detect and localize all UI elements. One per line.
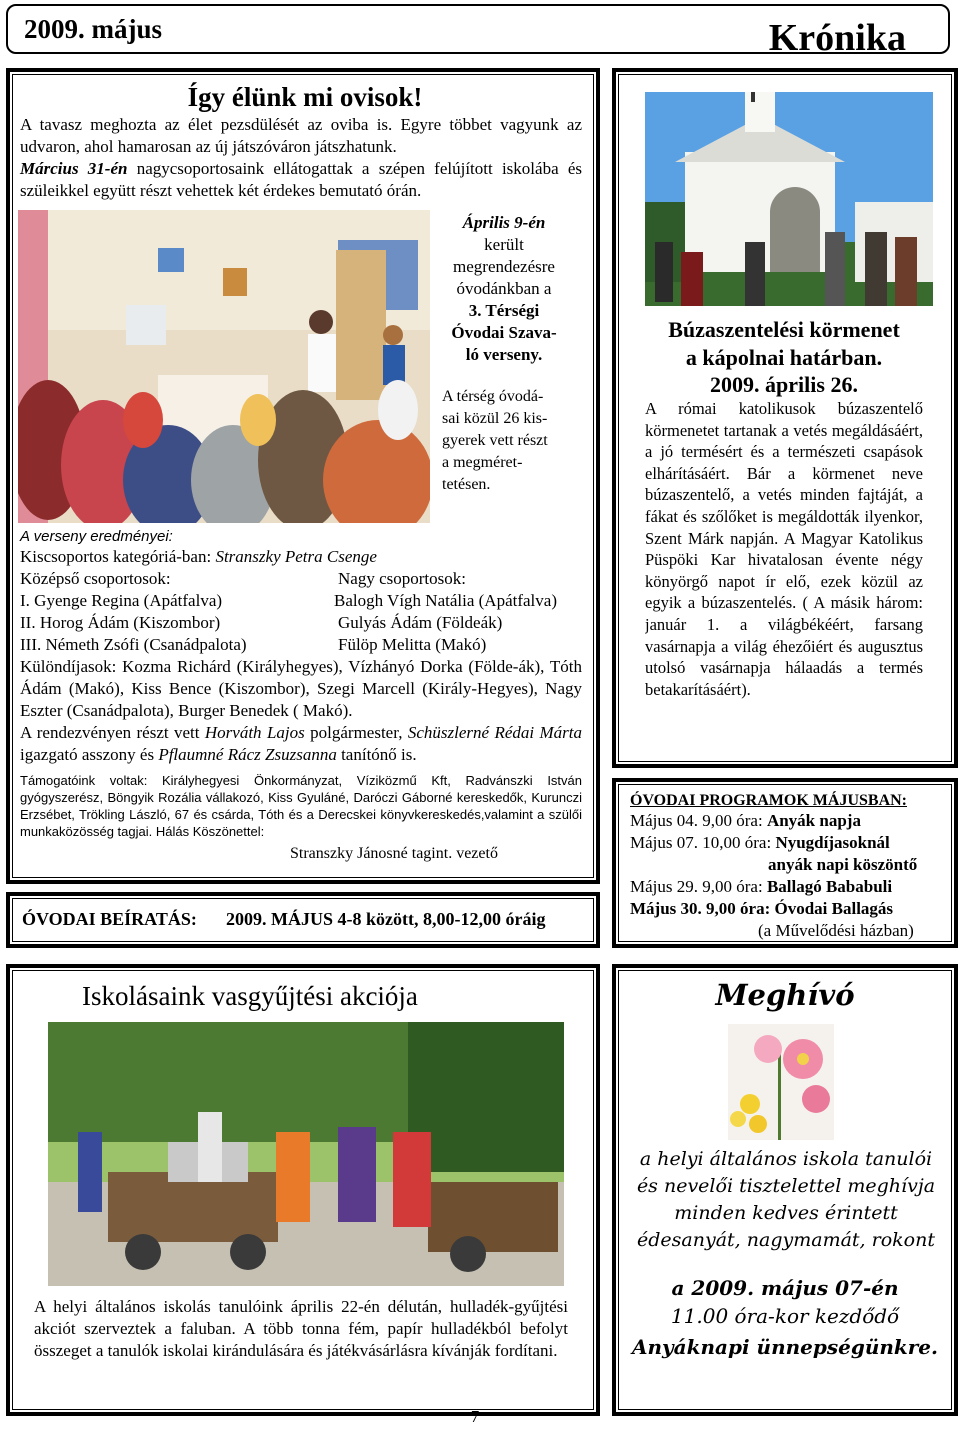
participants-line-5: tetésen. bbox=[442, 476, 491, 493]
guests-c: polgármester, bbox=[304, 723, 408, 742]
scrap-title: Iskolásaink vasgyűjtési akciója bbox=[82, 981, 418, 1011]
participants-line-4: a megméret- bbox=[442, 454, 523, 471]
result-row-2-right: Gulyás Ádám (Földeák) bbox=[338, 613, 503, 632]
programs-title: ÓVODAI PROGRAMOK MÁJUSBAN: bbox=[630, 792, 907, 809]
program-1-name: Anyák napja bbox=[766, 811, 861, 830]
participants-line-1: A térség óvodá- bbox=[442, 388, 544, 405]
participants-line-2: sai közül 26 kis- bbox=[442, 410, 548, 427]
invitation-event: Anyáknapi ünnepségünkre. bbox=[631, 1335, 938, 1359]
result-row-1-right: Balogh Vígh Natália (Apátfalva) bbox=[334, 591, 557, 610]
guests-g: tanítónő is. bbox=[336, 745, 417, 764]
participants-line-3: gyerek vett részt bbox=[442, 432, 548, 449]
program-3 bbox=[630, 876, 892, 898]
ovisok-intro-1: A tavasz meghozta az élet pezsdülését az oviba is. Egyre többet vagyunk az udvaron, ahol hamarosan az új játszóváron játszhatunk. bbox=[20, 115, 582, 156]
contest-info bbox=[440, 212, 568, 366]
header-bar bbox=[6, 4, 950, 59]
contest-line-3: óvodánkban a bbox=[456, 279, 552, 298]
program-2-name: Nyugdíjasoknál bbox=[775, 833, 890, 852]
contest-name-2: Óvodai Szava- bbox=[451, 323, 557, 342]
newsletter-title: Krónika bbox=[768, 17, 906, 59]
program-1 bbox=[630, 810, 861, 832]
enrollment-dates: 2009. MÁJUS 4-8 között, 8,00-12,00 óráig bbox=[226, 909, 546, 929]
nagy-label: Nagy csoportosok: bbox=[338, 569, 466, 588]
invitation-title: Meghívó bbox=[715, 978, 855, 1012]
ovisok-title: Így élünk mi ovisok! bbox=[187, 82, 423, 112]
contest-date: Április 9-én bbox=[462, 213, 546, 232]
contest-participants bbox=[442, 386, 568, 496]
contest-name-3: ló verseny. bbox=[465, 345, 543, 364]
program-3-name: Ballagó Bababuli bbox=[766, 877, 893, 896]
program-1-time: Május 04. 9,00 óra: bbox=[630, 811, 767, 830]
guest-mayor: Horváth Lajos bbox=[204, 723, 305, 742]
page-number: 7 bbox=[470, 1407, 480, 1426]
invitation-body: a helyi általános iskola tanulói és nevelői tisztelettel meghívja minden kedves érintett édesanyát, nagymamát, rokont bbox=[636, 1148, 936, 1251]
ovisok-intro-2-text: nagycsoportosaink ellátogattak a szépen felújított iskolába és szüleikkel együtt részt vehettek két érdekes bemutató órán. bbox=[20, 159, 582, 200]
guests-a: A rendezvényen részt vett bbox=[20, 723, 205, 742]
program-4-location: (a Művelődési házban) bbox=[758, 921, 914, 940]
procession-title-2: a kápolnai határban. bbox=[685, 345, 883, 370]
invitation-date: a 2009. május 07-én bbox=[671, 1276, 899, 1300]
result-row-2-left: II. Horog Ádám (Kiszombor) bbox=[20, 613, 221, 632]
program-4: Május 30. 9,00 óra: Óvodai Ballagás bbox=[630, 899, 894, 918]
special-awards: Különdíjasok: Kozma Richárd (Királyhegyes), Vízhányó Dorka (Földe-ák), Tóth Ádám (Makó), Kiss Bence (Kiszombor), Szegi Marcell (Király-Hegyes), Nagy Eszter (Csanádpalota), Burger Benedek ( Makó). bbox=[20, 657, 582, 720]
guests-e: igazgató asszony és bbox=[20, 745, 159, 764]
program-2-cont: anyák napi köszöntő bbox=[768, 855, 918, 874]
guest-teacher: Pflaumné Rácz Zsuzsanna bbox=[158, 745, 337, 764]
kiscsoport-label: Kiscsoportos kategóriá-ban: bbox=[20, 547, 216, 566]
scrap-body: A helyi általános iskolás tanulóink április 22-én délután, hulladék-gyűjtési akciót szerveztek a faluban. A több tonna fém, papír hulladékból befolyt összeget a tanulók iskolai kirándulására és játékvásárlásra kívánják fordítani. bbox=[34, 1297, 568, 1360]
procession-date: 2009. április 26. bbox=[710, 372, 858, 397]
procession-title-1: Búzaszentelési körmenet bbox=[668, 317, 900, 342]
result-row-3-right: Fülöp Melitta (Makó) bbox=[338, 635, 487, 654]
issue-date: 2009. május bbox=[24, 14, 163, 44]
event-guests bbox=[20, 722, 582, 766]
contest-line-1: került bbox=[484, 235, 524, 254]
result-row-3-left: III. Németh Zsófi (Csanádpalota) bbox=[20, 635, 247, 654]
kozepso-label: Középső csoportosok: bbox=[20, 569, 171, 588]
contest-name-1: 3. Térségi bbox=[468, 301, 540, 320]
program-3-time: Május 29. 9,00 óra: bbox=[630, 877, 767, 896]
enrollment-label: ÓVODAI BEÍRATÁS: bbox=[22, 909, 197, 929]
results-title: A verseny eredményei: bbox=[20, 528, 173, 545]
guest-director: Schüszlerné Rédai Márta bbox=[407, 723, 583, 742]
kiscsoport-winner: Stranszky Petra Csenge bbox=[215, 547, 377, 566]
scrap-collection-photo bbox=[48, 1022, 564, 1286]
kiscsoport-result bbox=[20, 546, 590, 568]
ovisok-intro-2-date: Március 31-én bbox=[20, 159, 128, 178]
classroom-photo bbox=[18, 210, 430, 523]
invitation-time: 11.00 óra-kor kezdődő bbox=[670, 1304, 900, 1328]
flower-photo bbox=[728, 1024, 834, 1140]
contest-line-2: megrendezésre bbox=[453, 257, 555, 276]
sponsors-text: Támogatóink voltak: Királyhegyesi Önkormányzat, Víziközmű Kft, Radvánszki István gyógyszerész, Böngyik Rozália vállakozó, Kiss Gyuláné, Daróczi Gáborné kereskedők, Kurunczi Erzsébet, Trökling László, 67 és csárda, Tóth és a Derecskei könyvkereskedés,valamint a szülői munkaközösség tagjai. Hálás Köszönettel: bbox=[20, 773, 582, 839]
program-2-time: Május 07. 10,00 óra: bbox=[630, 833, 776, 852]
program-2 bbox=[630, 832, 890, 854]
result-row-1-left: I. Gyenge Regina (Apátfalva) bbox=[20, 591, 223, 610]
ovisok-intro-2 bbox=[20, 158, 582, 202]
procession-body: A római katolikusok búzaszentelő körmenetet tartanak a vetés megáldásáért, a jó termésért és a természeti csapások elhárításáért. Bár a körmenet neve búzaszentelő, a vetés minden fajtáját, a fákat és szőlőket is megáldották ilyenkor, Szent Márk napján. A Magyar Katolikus Püspöki Kar hivatalosan évente négy könyörgő napot ír elő, ezek közül az egyik a búzaszentelés. ( A másik három: január 1. a világbékéért, farsang vasárnapja a világ éhezőiért és augusztus utolsó vasárnapja hálaadás a termés betakarításáért). bbox=[645, 399, 923, 699]
chapel-photo bbox=[645, 92, 933, 306]
signature: Stranszky Jánosné tagint. vezető bbox=[290, 845, 498, 862]
